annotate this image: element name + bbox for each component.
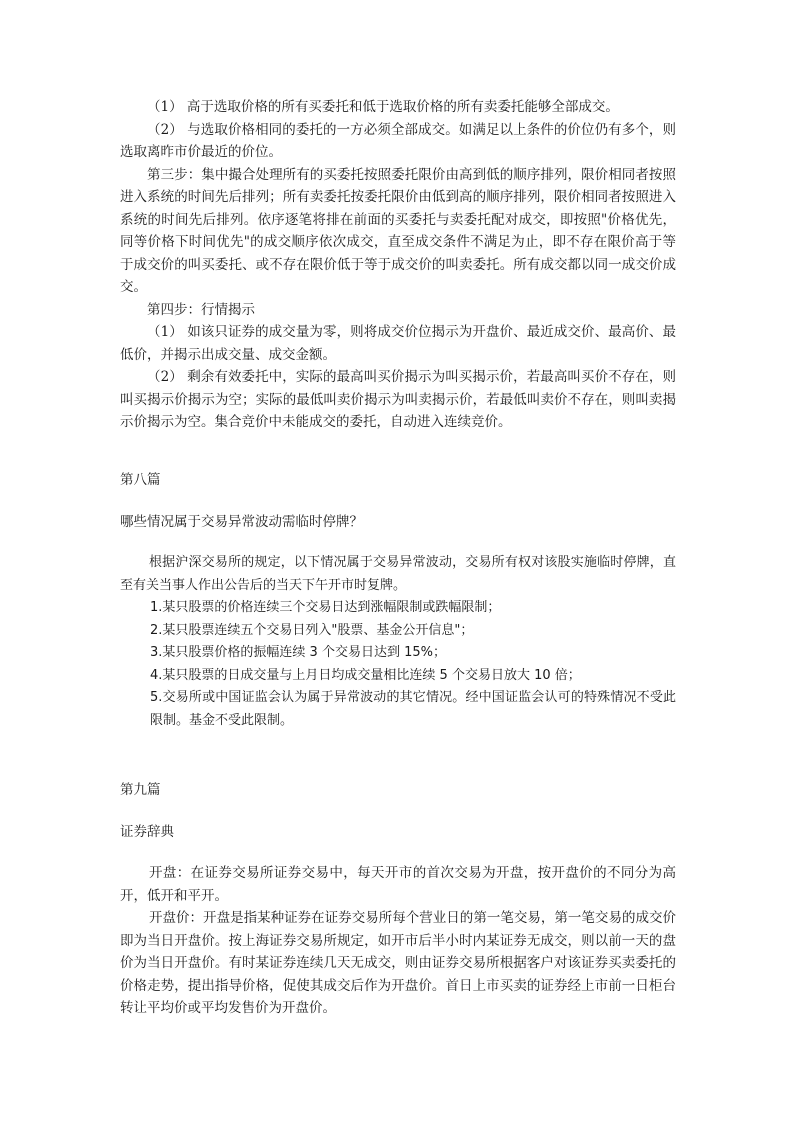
section9-title: 证券辞典 [120,824,174,840]
list-item: 3.某只股票价格的振幅连续 3 个交易日达到 15%； [150,645,446,660]
section7-text [120,96,676,434]
paragraph: 开盘价：开盘是指某种证券在证券交易所每个营业日的第一笔交易，第一笔交易的成交价即为当日开盘价。按上海证券交易所规定，如开市后半小时内某证券无成交，则以前一天的盘价为当日开盘价。有时某证券连续几天无成交，则由证券交易所根据客户对该证券买卖委托的价格走势，提出指导价格，促使其成交后作为开盘价。首日上市买卖的证券经上市前一日柜台转让平均价或平均发售价为开盘价。 [120,910,676,1016]
section9-body [120,862,676,1020]
list-item: 2.某只股票连续五个交易日列入"股票、基金公开信息"； [150,622,474,638]
list-item: 5.交易所或中国证监会认为属于异常波动的其它情况。经中国证监会认可的特殊情况不受此限制。基金不受此限制。 [150,690,676,728]
list-item: 4.某只股票的日成交量与上月日均成交量相比连续 5 个交易日放大 10 倍； [150,667,581,683]
paragraph: 开盘：在证券交易所证券交易中，每天开市的首次交易为开盘，按开盘价的不同分为高开，低开和平开。 [120,865,676,904]
section8-heading: 第八篇 [120,472,161,488]
paragraph: （1） 如该只证券的成交量为零，则将成交价位揭示为开盘价、最近成交价、最高价、最低价，并揭示出成交量、成交金额。 [120,324,676,363]
section8-body [120,552,676,732]
section9-heading: 第九篇 [120,782,161,798]
paragraph: 第三步：集中撮合处理所有的买委托按照委托限价由高到低的顺序排列，限价相同者按照进入系统的时间先后排列；所有卖委托按委托限价由低到高的顺序排列，限价相同者按照进入系统的时间先后排列。依序逐笔将排在前面的买委托与卖委托配对成交，即按照"价格优先，同等价格下时间优先"的成交顺序依次成交，直至成交条件不满足为止，即不存在限价高于等于成交价的叫买委托、或不存在限价低于等于成交价的叫卖委托。所有成交都以同一成交价成交。 [120,166,676,295]
paragraph: （2） 与选取价格相同的委托的一方必须全部成交。如满足以上条件的价位仍有多个，则选取离昨市价最近的价位。 [120,121,676,160]
paragraph: （2） 剩余有效委托中，实际的最高叫买价揭示为叫买揭示价，若最高叫买价不存在，则叫买揭示价揭示为空；实际的最低叫卖价揭示为叫卖揭示价，若最低叫卖价不存在，则叫卖揭示价揭示为空。集合竞价中未能成交的委托，自动进入连续竞价。 [120,369,676,430]
section8-question: 哪些情况属于交易异常波动需临时停牌？ [120,514,363,530]
paragraph: （1） 高于选取价格的所有买委托和低于选取价格的所有卖委托能够全部成交。 [147,99,619,115]
paragraph: 第四步：行情揭示 [147,301,255,318]
paragraph: 根据沪深交易所的规定，以下情况属于交易异常波动，交易所有权对该股实施临时停牌，直至有关当事人作出公告后的当天下午开市时复牌。 [120,555,676,593]
list-item: 1.某只股票的价格连续三个交易日达到涨幅限制或跌幅限制； [150,600,501,615]
